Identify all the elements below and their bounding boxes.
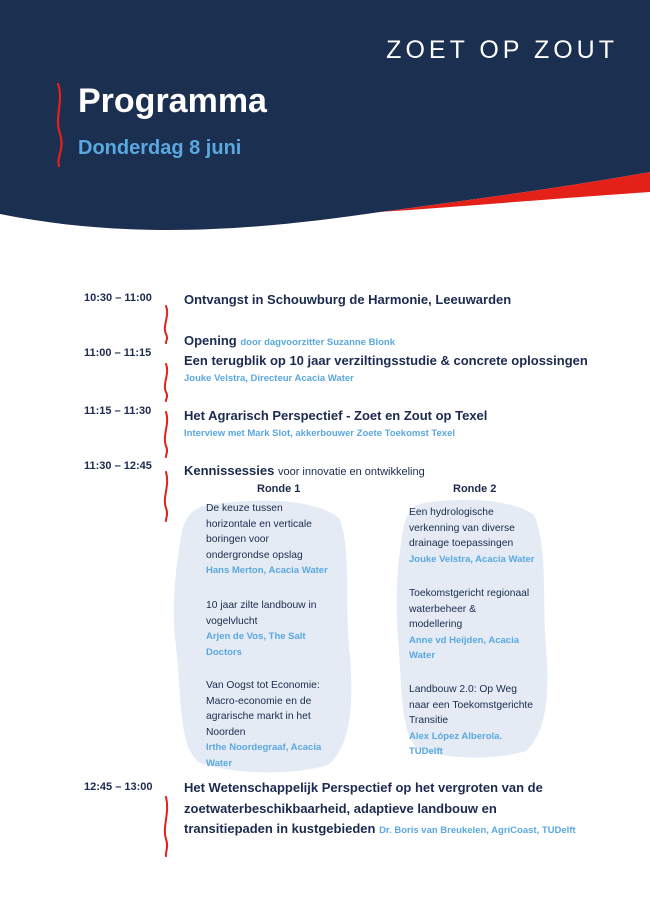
divider-red-line <box>159 410 173 458</box>
session-title: waterbeheer & <box>409 603 476 615</box>
page-title: Programma <box>78 82 267 120</box>
session-card <box>409 586 549 664</box>
session-speaker: TUDelft <box>409 746 443 757</box>
session-card <box>409 682 549 760</box>
item-speaker: Jouke Velstra, Directeur Acacia Water <box>184 373 354 384</box>
time-slot: 11:15 – 11:30 <box>84 405 152 417</box>
session-title: vogelvlucht <box>206 615 258 627</box>
session-speaker: Anne vd Heijden, Acacia <box>409 634 519 646</box>
session-title: Toekomstgericht regionaal <box>409 588 530 599</box>
item-title: Het Agrarisch Perspectief - Zoet en Zout op Texel <box>184 408 488 423</box>
time-slot: 11:00 – 11:15 <box>84 347 152 359</box>
session-title: 10 jaar zilte landbouw in <box>206 600 317 611</box>
divider-red-line <box>159 795 173 857</box>
divider-red-line <box>159 304 173 344</box>
item-speaker: Interview met Mark Slot, akkerbouwer Zoete Toekomst Texel <box>184 428 456 439</box>
session-speaker: Water <box>409 650 436 661</box>
session-card <box>206 678 338 771</box>
session-title: Noorden <box>206 726 246 738</box>
session-title: Transitie <box>409 715 449 726</box>
session-title: Landbouw 2.0: Op Weg <box>409 684 518 695</box>
time-slot: 11:30 – 12:45 <box>84 460 152 472</box>
session-speaker: Arjen de Vos, The Salt <box>206 631 306 642</box>
session-title: Macro-economie en de <box>206 695 312 707</box>
item-title: Een terugblik op 10 jaar verziltingsstudie & concrete oplossingen <box>184 353 588 368</box>
session-speaker: Jouke Velstra, Acacia Water <box>409 553 535 565</box>
round-2-heading: Ronde 2 <box>453 483 497 495</box>
session-title: modellering <box>409 619 463 630</box>
session-card <box>409 505 549 567</box>
opening-note: door dagvoorzitter Suzanne Blonk <box>240 337 395 348</box>
item-title-suffix: voor innovatie en ontwikkeling <box>277 466 425 478</box>
session-speaker: Water <box>206 757 233 769</box>
session-card <box>206 598 338 660</box>
session-title: boringen voor <box>206 534 269 545</box>
session-title: Van Oogst tot Economie: <box>206 680 320 691</box>
session-speaker: Doctors <box>206 646 242 658</box>
item-title-kennissessies: Kennissessies voor innovatie en ontwikkeling <box>184 463 425 478</box>
session-title: De keuze tussen <box>206 503 283 514</box>
session-title: naar een Toekomstgerichte <box>409 699 534 711</box>
session-card <box>206 501 338 579</box>
session-title: horizontale en verticale <box>206 518 312 530</box>
session-title: drainage toepassingen <box>409 538 514 549</box>
session-speaker: Irthe Noordegraaf, Acacia <box>206 742 322 753</box>
decorative-red-line <box>52 82 68 168</box>
time-slot: 12:45 – 13:00 <box>84 781 153 793</box>
page-subtitle: Donderdag 8 juni <box>78 137 242 159</box>
round-1-heading: Ronde 1 <box>257 483 301 495</box>
session-title: Een hydrologische <box>409 507 494 518</box>
item-title-final: Het Wetenschappelijk Perspectief op het vergroten van de zoetwaterbeschikbaarheid, adaptieve landbouw en transitiepaden in kustgebieden Dr. Boris van Breukelen, AgriCoast, TUDelft <box>184 780 576 836</box>
divider-red-line <box>159 362 173 402</box>
time-slot: 10:30 – 11:00 <box>84 292 152 304</box>
session-speaker: Hans Merton, Acacia Water <box>206 565 328 576</box>
logo: ZOET OP ZOUT <box>386 36 618 64</box>
session-title: agrarische markt in het <box>206 711 311 722</box>
session-title: verkenning van diverse <box>409 522 515 534</box>
session-speaker: Alex López Alberola. <box>409 730 503 742</box>
session-title: ondergrondse opslag <box>206 549 303 561</box>
item-title-opening: Opening door dagvoorzitter Suzanne Blonk <box>184 333 395 348</box>
item-title: Ontvangst in Schouwburg de Harmonie, Leeuwarden <box>184 292 512 307</box>
item-speaker: Dr. Boris van Breukelen, AgriCoast, TUDelft <box>379 825 576 836</box>
